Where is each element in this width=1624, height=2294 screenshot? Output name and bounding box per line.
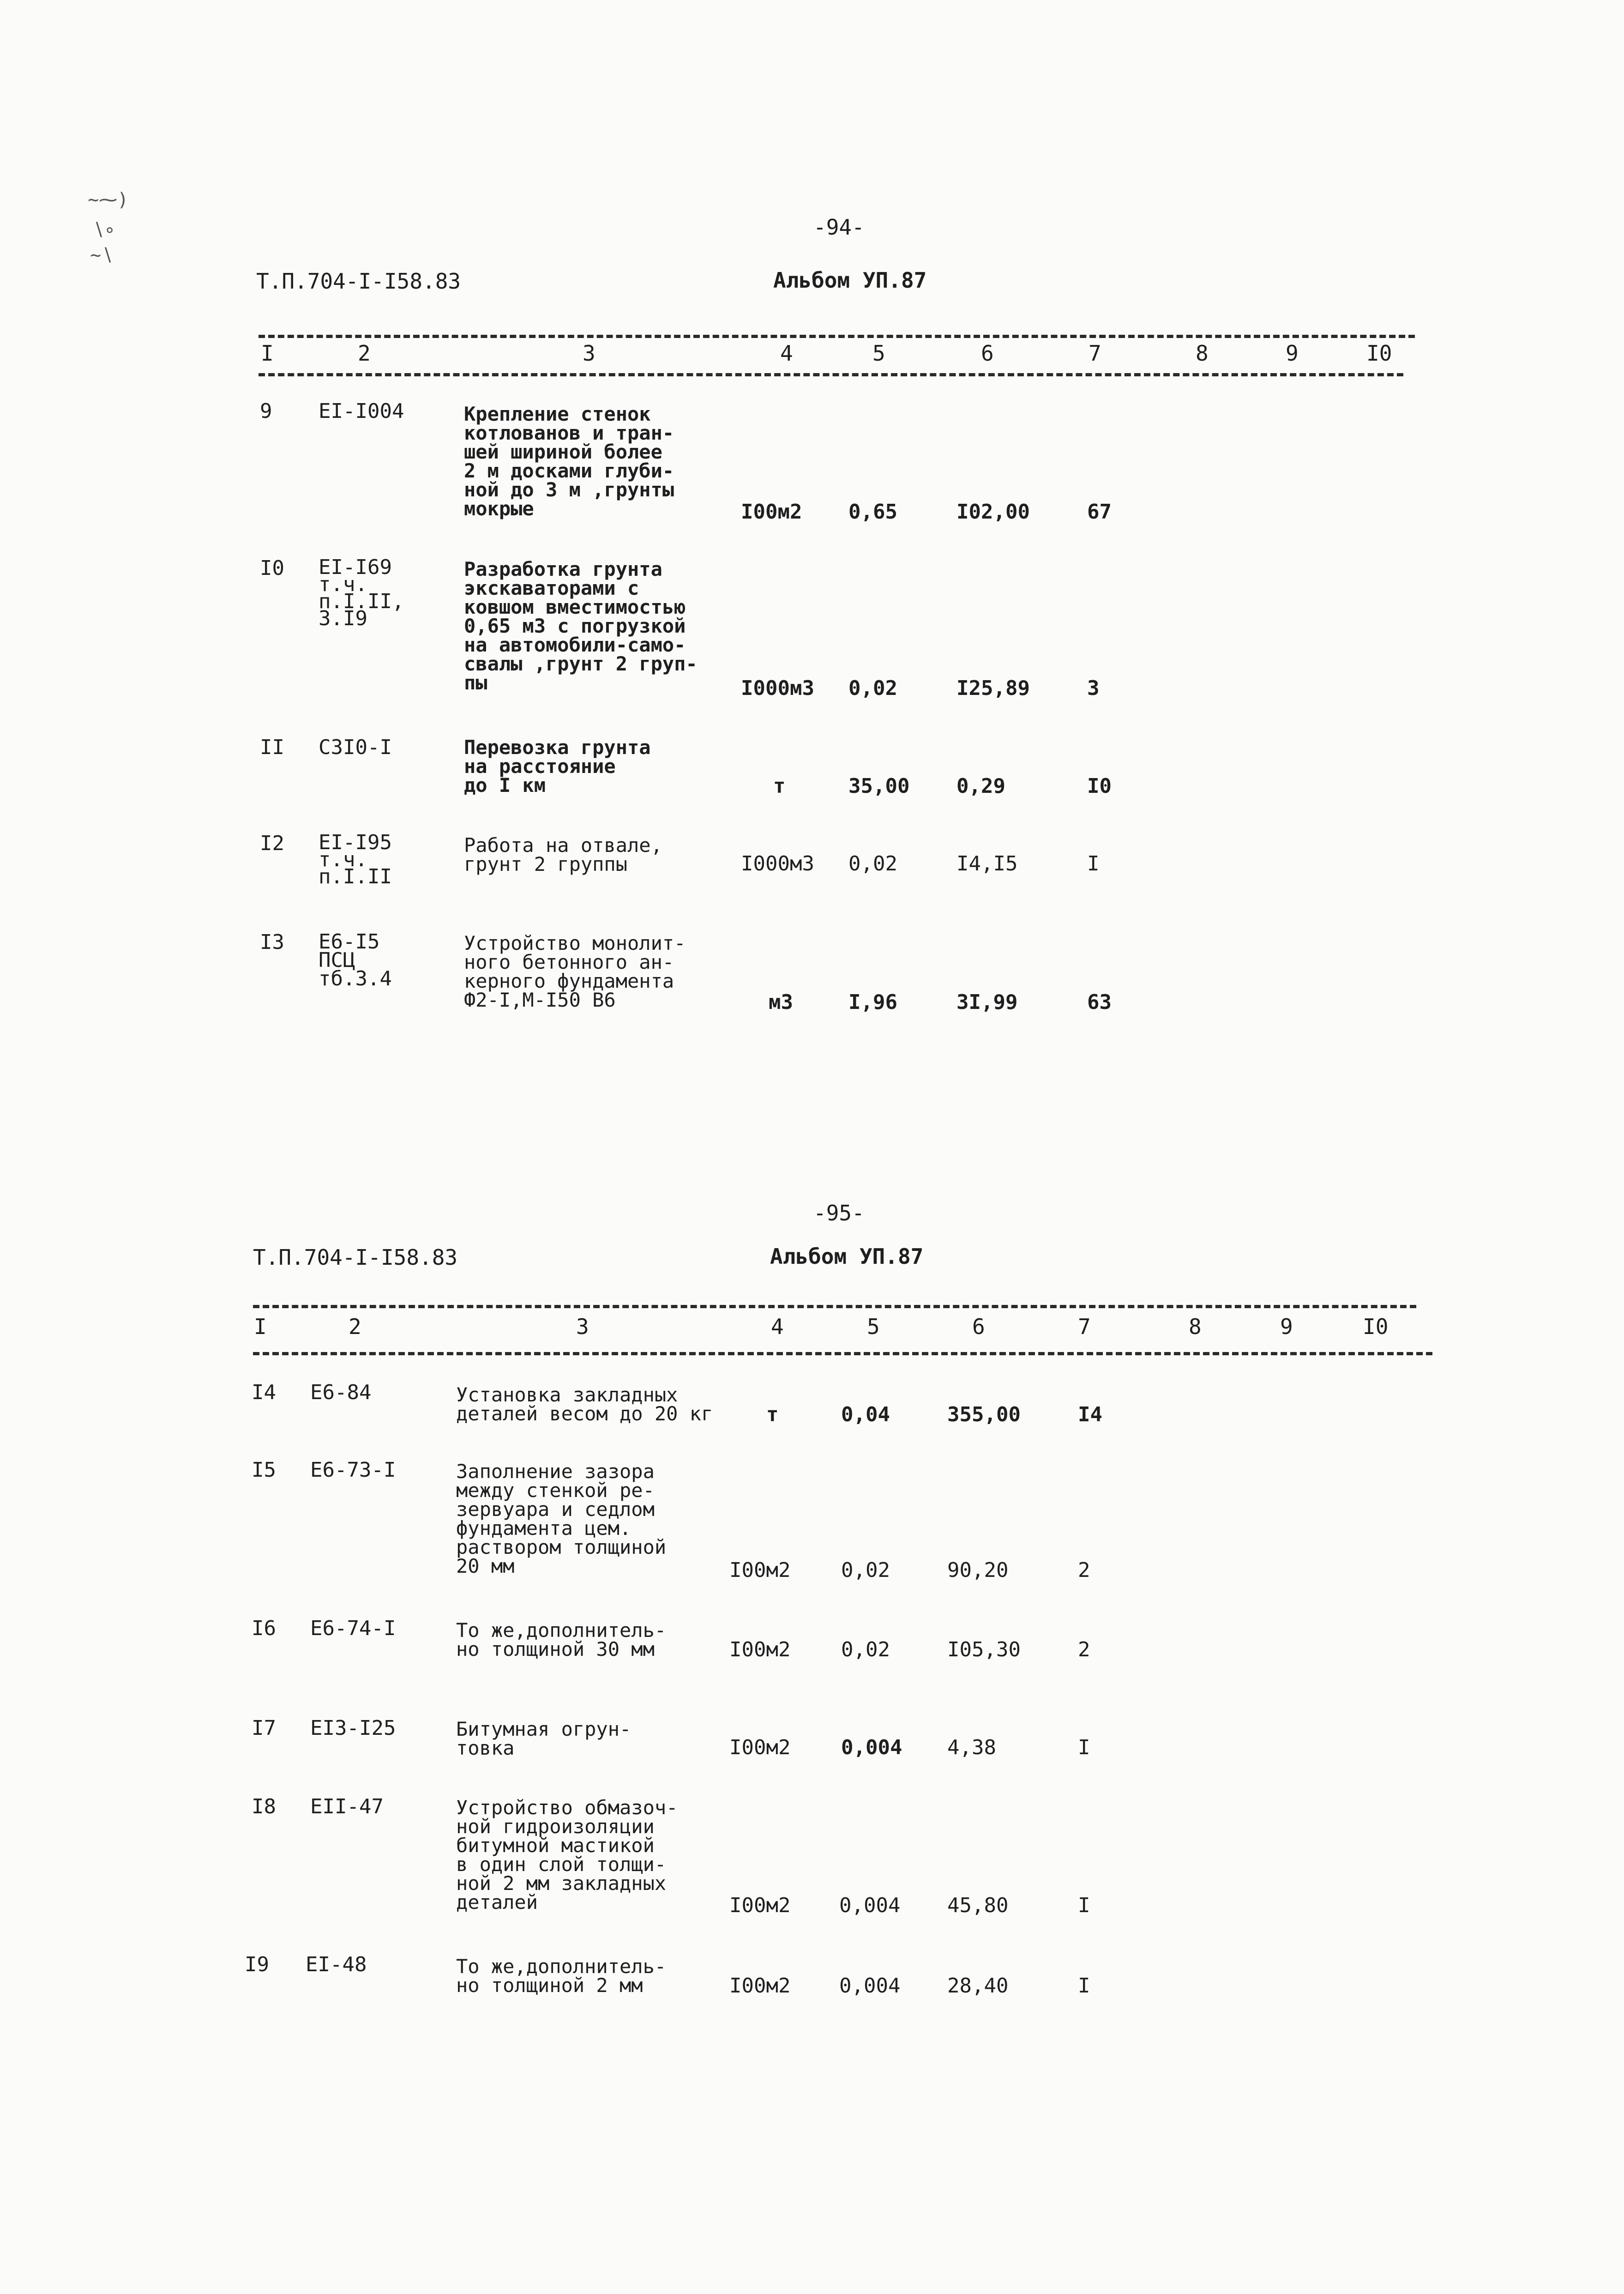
- page-number: -95-: [813, 1201, 865, 1225]
- unit-price: I05,30: [947, 1638, 1021, 1661]
- quantity: 0,004: [839, 1894, 901, 1917]
- quantity: 0,004: [841, 1736, 902, 1759]
- col-5: 5: [872, 341, 885, 366]
- quantity: I,96: [848, 990, 897, 1014]
- col-2: 2: [358, 341, 371, 366]
- unit: I00м2: [729, 1638, 791, 1661]
- quantity: 0,04: [841, 1403, 890, 1426]
- col-1: I: [254, 1314, 267, 1339]
- unit-price: 4,38: [947, 1736, 996, 1759]
- row-number: I2: [260, 832, 284, 855]
- total: 2: [1078, 1638, 1090, 1661]
- total: I: [1078, 1894, 1090, 1917]
- scan-mark: ∼∖: [90, 245, 113, 266]
- unit: I000м3: [741, 852, 814, 875]
- col-8: 8: [1196, 341, 1209, 366]
- album-label: Альбом УП.87: [773, 268, 927, 293]
- row-number: I9: [245, 1953, 269, 1976]
- quantity: 35,00: [848, 774, 910, 798]
- quantity: 0,02: [848, 676, 897, 700]
- col-8: 8: [1189, 1314, 1202, 1339]
- table-rule-header: [253, 1352, 1432, 1355]
- unit-price: 90,20: [947, 1558, 1009, 1582]
- col-4: 4: [780, 341, 793, 366]
- unit-price: 355,00: [947, 1403, 1021, 1426]
- work-description: Устройство монолит- ного бетонного ан- керного фундамента Ф2-I,М-I50 В6: [464, 932, 686, 1011]
- work-description: Установка закладных деталей весом до 20 кг: [456, 1383, 713, 1425]
- unit-price: 3I,99: [956, 990, 1018, 1014]
- doc-code: Т.П.704-I-I58.83: [253, 1245, 458, 1270]
- quantity: 0,02: [841, 1638, 890, 1661]
- unit: I00м2: [741, 500, 802, 524]
- col-6: 6: [972, 1314, 985, 1339]
- work-description: Заполнение зазора между стенкой ре- зервуара и седлом фундамента цем. раствором толщиной 20 мм: [456, 1460, 667, 1577]
- col-10: I0: [1363, 1314, 1389, 1339]
- total: I: [1078, 1974, 1090, 1998]
- rate-code: EI-I95 т.ч. п.I.II: [319, 831, 392, 888]
- work-description: Перевозка грунта на расстояние до I км: [464, 736, 651, 797]
- quantity: 0,004: [839, 1974, 901, 1998]
- rate-code: Е6-74-I: [310, 1617, 396, 1640]
- quantity: 0,65: [848, 500, 897, 524]
- row-number: I8: [252, 1795, 276, 1818]
- row-number: I0: [260, 556, 284, 580]
- unit: т: [773, 774, 786, 798]
- table-rule-top: [259, 335, 1415, 338]
- rate-code: EI3-I25: [310, 1716, 396, 1740]
- table-rule-top: [253, 1305, 1416, 1308]
- row-number: I4: [252, 1381, 276, 1404]
- row-number: I6: [252, 1617, 276, 1640]
- col-10: I0: [1366, 341, 1392, 366]
- rate-code: EI-I004: [319, 399, 404, 423]
- col-7: 7: [1078, 1314, 1091, 1339]
- unit: I00м2: [729, 1736, 791, 1759]
- col-9: 9: [1286, 341, 1299, 366]
- unit-price: 28,40: [947, 1974, 1009, 1998]
- col-7: 7: [1089, 341, 1101, 366]
- work-description: Устройство обмазоч- ной гидроизоляции битумной мастикой в один слой толщи- ной 2 мм закладных деталей: [456, 1796, 678, 1914]
- rate-code: EI-I69 т.ч. п.I.II, 3.I9: [319, 555, 404, 630]
- work-description: Работа на отвале, грунт 2 группы: [464, 834, 662, 875]
- page-number: -94-: [813, 215, 865, 240]
- col-1: I: [261, 341, 274, 366]
- total: I: [1087, 852, 1100, 875]
- total: I: [1078, 1736, 1090, 1759]
- total: 3: [1087, 676, 1100, 700]
- col-5: 5: [867, 1314, 880, 1339]
- row-number: II: [260, 736, 284, 759]
- work-description: То же,дополнитель- но толщиной 30 мм: [456, 1619, 667, 1660]
- total: 67: [1087, 500, 1112, 524]
- album-label: Альбом УП.87: [770, 1244, 924, 1269]
- unit: I000м3: [741, 676, 814, 700]
- work-description: Битумная огрун- товка: [456, 1718, 632, 1759]
- total: 63: [1087, 990, 1112, 1014]
- total: I4: [1078, 1403, 1102, 1426]
- unit-price: I25,89: [956, 676, 1030, 700]
- rate-code: Е6-84: [310, 1381, 372, 1404]
- rate-code: EII-47: [310, 1795, 384, 1818]
- col-3: 3: [576, 1314, 589, 1339]
- total: I0: [1087, 774, 1112, 798]
- quantity: 0,02: [848, 852, 897, 875]
- work-description: Разработка грунта экскаваторами с ковшом вместимостью 0,65 м3 с погрузкой на автомобили-само- свалы ,грунт 2 груп- пы: [464, 558, 698, 694]
- rate-code: С3I0-I: [319, 736, 392, 759]
- row-number: I7: [252, 1716, 276, 1740]
- rate-code: Е6-I5 ПСЦ тб.3.4: [319, 930, 392, 990]
- scan-mark: ∼⁓): [88, 189, 129, 211]
- unit: м3: [769, 990, 793, 1014]
- col-2: 2: [349, 1314, 361, 1339]
- col-9: 9: [1280, 1314, 1293, 1339]
- unit-price: I02,00: [956, 500, 1030, 524]
- unit-price: 0,29: [956, 774, 1005, 798]
- doc-code: Т.П.704-I-I58.83: [256, 269, 461, 294]
- col-3: 3: [583, 341, 595, 366]
- rate-code: Е6-73-I: [310, 1458, 396, 1482]
- unit-price: I4,I5: [956, 852, 1018, 875]
- total: 2: [1078, 1558, 1090, 1582]
- work-description: Крепление стенок котлованов и тран- шей шириной более 2 м досками глуби- ной до 3 м ,грунты мокрые: [464, 403, 674, 520]
- unit: т: [766, 1403, 779, 1426]
- row-number: I5: [252, 1458, 276, 1482]
- row-number: 9: [260, 399, 272, 423]
- quantity: 0,02: [841, 1558, 890, 1582]
- unit: I00м2: [729, 1974, 791, 1998]
- unit-price: 45,80: [947, 1894, 1009, 1917]
- work-description: То же,дополнитель- но толщиной 2 мм: [456, 1955, 667, 1997]
- col-4: 4: [771, 1314, 784, 1339]
- rate-code: EI-48: [306, 1953, 367, 1976]
- scan-mark: ∖∘: [92, 219, 115, 241]
- row-number: I3: [260, 930, 284, 954]
- unit: I00м2: [729, 1558, 791, 1582]
- table-rule-header: [259, 373, 1403, 376]
- unit: I00м2: [729, 1894, 791, 1917]
- col-6: 6: [981, 341, 994, 366]
